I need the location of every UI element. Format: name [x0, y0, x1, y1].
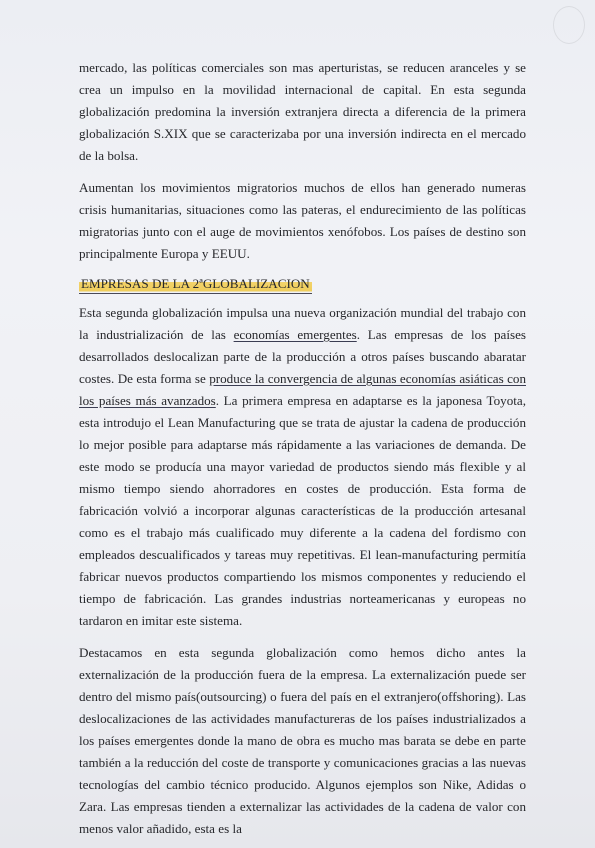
underlined-phrase-2: produce la convergencia de algunas economías asiáticas con los países más avanzados: [79, 371, 526, 408]
page-number-mark: [553, 6, 585, 44]
paragraph-3-text-a: Esta segunda globalización impulsa una nueva organización mundial del trabajo con la industrialización de las: [79, 305, 526, 342]
paragraph-3-text-c: . La primera empresa en adaptarse es la japonesa Toyota, esta introdujo el Lean Manufacturing que se trata de ajustar la cadena de producción lo mejor posible para adaptarse más rápidamente a las variaciones de demanda. De este modo se producía una mayor variedad de productos siendo más flexible y al mismo tiempo siendo ahorradores en costes de producción. Esta forma de fabricación volvió a incorporar algunas características de la producción artesanal como es el trabajo más cualificado muy diferente a la cadena del fordismo con empleados descualificados y tareas muy repetitivas. El lean-manufacturing permitía fabricar nuevos productos compartiendo los mismos componentes y reduciendo el tiempo de fabricación. Las grandes industrias norteamericanas y europeas no tardaron en imitar este sistema.: [79, 393, 526, 628]
underlined-phrase-1: economías emergentes: [233, 327, 357, 342]
paragraph-3-text-b: . Las empresas de los países desarrollados deslocalizan parte de la producción a otros países buscando abaratar costes. De esta forma se: [79, 327, 526, 386]
paragraph-2: Aumentan los movimientos migratorios muchos de ellos han generado numeras crisis humanitarias, situaciones como las pateras, el endurecimiento de las políticas migratorias junto con el auge de movimientos xenófobos. Los países de destino son principalmente Europa y EEUU.: [79, 180, 526, 261]
paragraph-3: [79, 302, 526, 632]
paragraph-4: Destacamos en esta segunda globalización como hemos dicho antes la externalización de la producción fuera de la empresa. La externalización puede ser dentro del mismo país(outsourcing) o fuera del país en el extranjero(offshoring). Las deslocalizaciones de las actividades manufactureras de los países industrializados a los países emergentes donde la mano de obra es mucho mas barata se debe en parte también a la reducción del coste de transporte y comunicaciones gracias a las nuevas tecnologías del cambio técnico producido. Algunos ejemplos son Nike, Adidas o Zara. Las empresas tienden a externalizar las actividades de la cadena de valor con menos valor añadido, esta es la: [79, 645, 526, 836]
document-body: [79, 57, 526, 840]
section-heading: EMPRESAS DE LA 2ªGLOBALIZACION: [79, 275, 312, 294]
paragraph-1: mercado, las políticas comerciales son mas aperturistas, se reducen aranceles y se crea un impulso en la movilidad internacional de capital. En esta segunda globalización predomina la inversión extranjera directa a diferencia de la primera globalización S.XIX que se caracterizaba por una inversión indirecta en el mercado de la bolsa.: [79, 60, 526, 163]
